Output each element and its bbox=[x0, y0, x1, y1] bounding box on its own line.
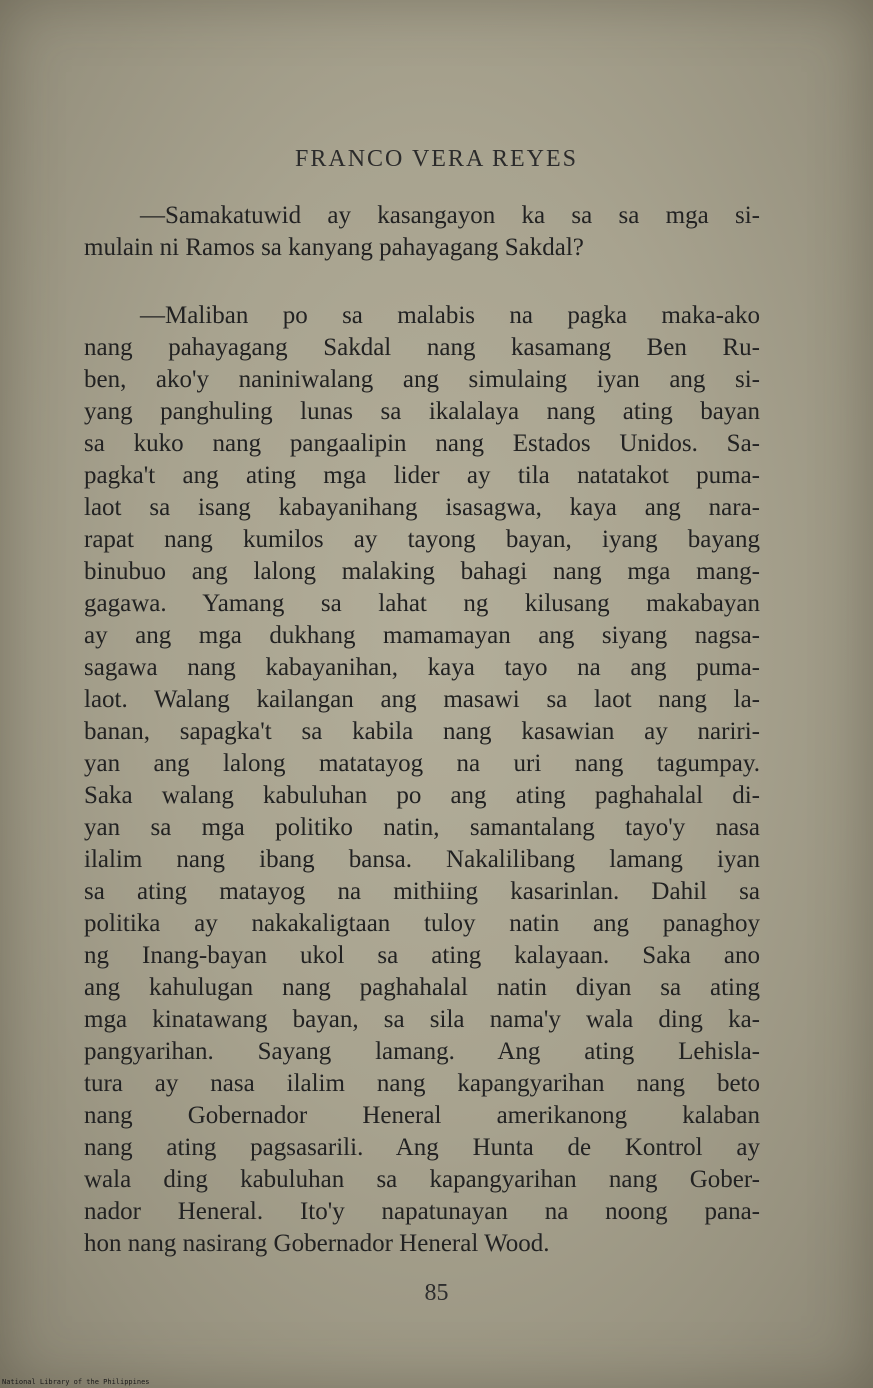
text-line: ang kahulugan nang paghahalal natin diyan sa ating bbox=[84, 974, 760, 1001]
text-line: laot sa isang kabayanihang isasagwa, kaya ang nara- bbox=[84, 494, 760, 521]
text-line: laot. Walang kailangan ang masawi sa laot nang la- bbox=[84, 686, 760, 713]
text-line: politika ay nakakaligtaan tuloy natin ang panaghoy bbox=[84, 910, 760, 937]
text-line: ay ang mga dukhang mamamayan ang siyang nagsa- bbox=[84, 622, 760, 649]
text-line: hon nang nasirang Gobernador Heneral Wood. bbox=[84, 1230, 550, 1257]
paragraph-2 bbox=[84, 300, 760, 1260]
text-line: binubuo ang lalong malaking bahagi nang mga mang- bbox=[84, 558, 760, 585]
text-line: sa ating matayog na mithiing kasarinlan. Dahil sa bbox=[84, 878, 760, 905]
page-number: 85 bbox=[424, 1280, 449, 1306]
text-line: sa kuko nang pangaalipin nang Estados Unidos. Sa- bbox=[84, 430, 760, 457]
text-line: mulain ni Ramos sa kanyang pahayagang Sakdal? bbox=[84, 234, 584, 261]
text-line: ng Inang-bayan ukol sa ating kalayaan. Saka ano bbox=[84, 942, 760, 969]
text-line: ben, ako'y naniniwalang ang simulaing iyan ang si- bbox=[84, 366, 760, 393]
running-head: FRANCO VERA REYES bbox=[295, 146, 578, 172]
text-line: gagawa. Yamang sa lahat ng kilusang makabayan bbox=[84, 590, 760, 617]
text-line: pangyarihan. Sayang lamang. Ang ating Lehisla- bbox=[84, 1038, 760, 1065]
text-line: nador Heneral. Ito'y napatunayan na noong pana- bbox=[84, 1198, 760, 1225]
text-line: nang Gobernador Heneral amerikanong kalaban bbox=[84, 1102, 760, 1129]
text-line: wala ding kabuluhan sa kapangyarihan nang Gober- bbox=[84, 1166, 760, 1193]
text-line: nang pahayagang Sakdal nang kasamang Ben Ru- bbox=[84, 334, 760, 361]
text-line: nang ating pagsasarili. Ang Hunta de Kontrol ay bbox=[84, 1134, 760, 1161]
library-credit: National Library of the Philippines bbox=[2, 1378, 150, 1386]
body-text bbox=[84, 200, 760, 1260]
text-line: mga kinatawang bayan, sa sila nama'y wala ding ka- bbox=[84, 1006, 760, 1033]
text-line: tura ay nasa ilalim nang kapangyarihan nang beto bbox=[84, 1070, 760, 1097]
text-line: pagka't ang ating mga lider ay tila natatakot puma- bbox=[84, 462, 760, 489]
text-line: yan ang lalong matatayog na uri nang tagumpay. bbox=[84, 750, 760, 777]
text-line: banan, sapagka't sa kabila nang kasawian ay nariri- bbox=[84, 718, 760, 745]
text-line: rapat nang kumilos ay tayong bayan, iyang bayang bbox=[84, 526, 760, 553]
text-line: —Maliban po sa malabis na pagka maka-ako bbox=[140, 302, 760, 329]
text-line: —Samakatuwid ay kasangayon ka sa sa mga si- bbox=[140, 202, 760, 229]
text-line: Saka walang kabuluhan po ang ating paghahalal di- bbox=[84, 782, 760, 809]
text-line: yan sa mga politiko natin, samantalang tayo'y nasa bbox=[84, 814, 760, 841]
text-line: ilalim nang ibang bansa. Nakalilibang lamang iyan bbox=[84, 846, 760, 873]
paragraph-gap bbox=[84, 264, 760, 300]
text-line: yang panghuling lunas sa ikalalaya nang ating bayan bbox=[84, 398, 760, 425]
paragraph-1 bbox=[84, 200, 760, 264]
text-line: sagawa nang kabayanihan, kaya tayo na ang puma- bbox=[84, 654, 760, 681]
